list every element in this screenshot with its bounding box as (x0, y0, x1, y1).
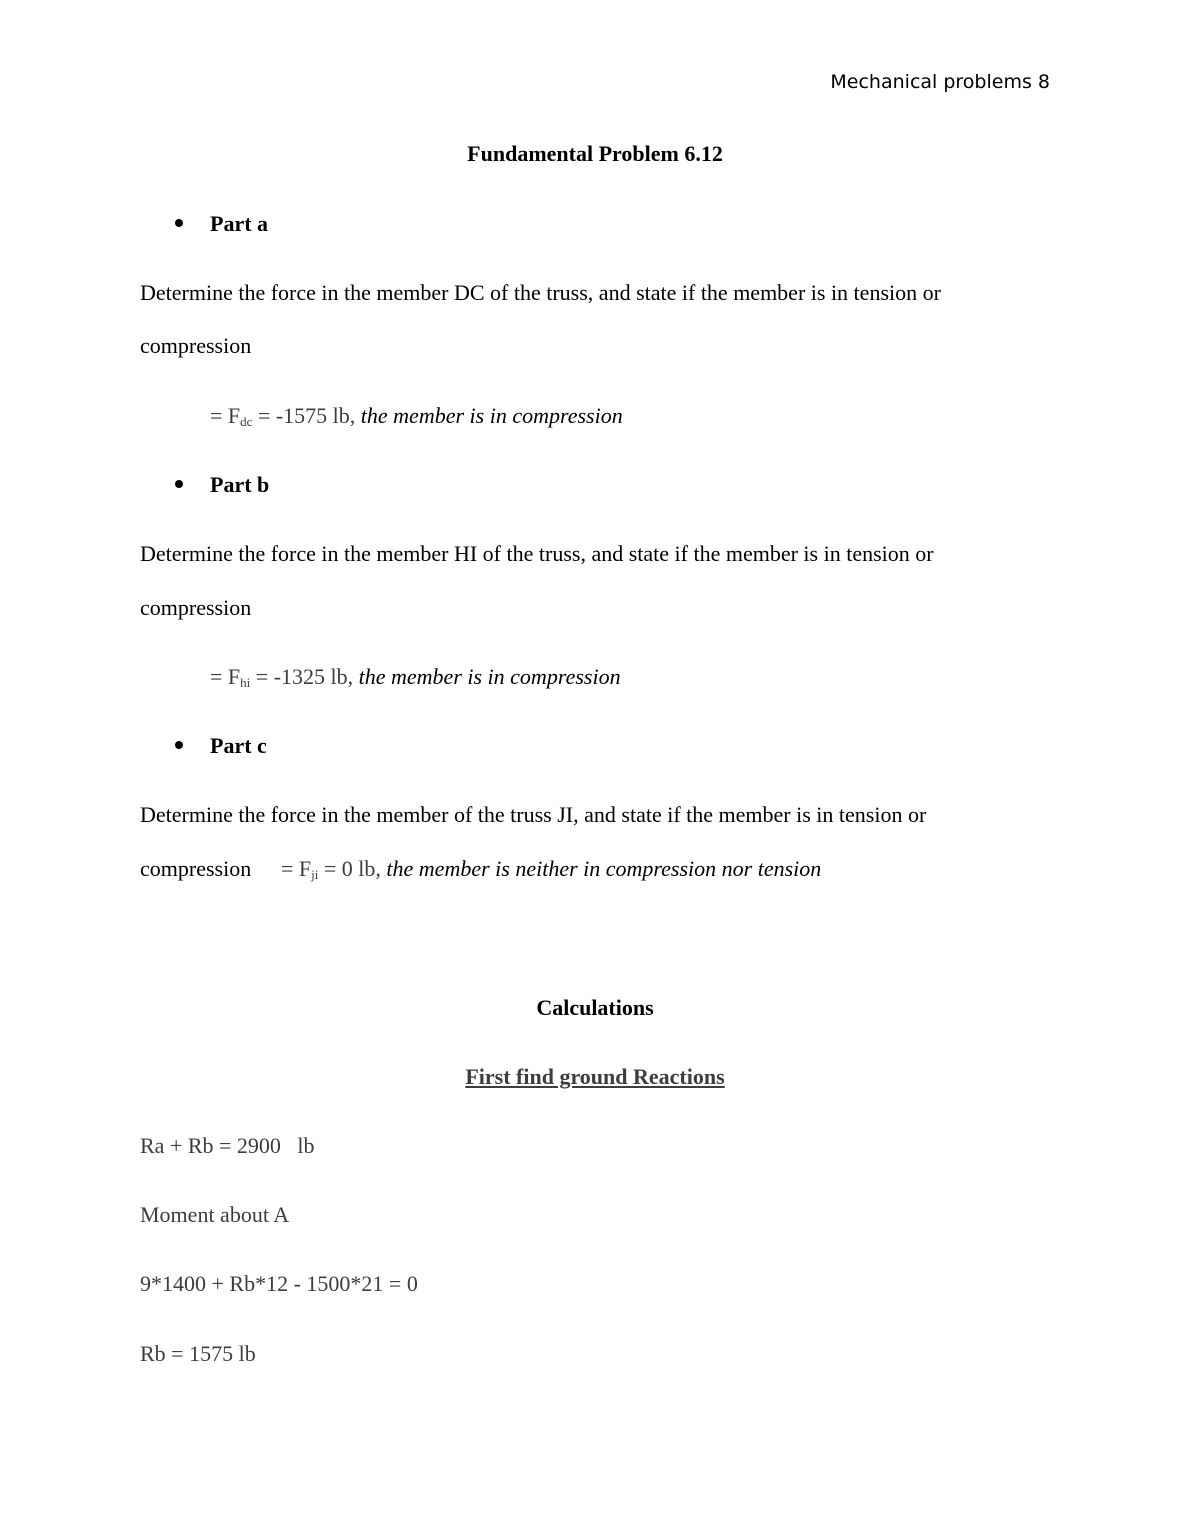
part-c-answer (281, 858, 821, 880)
answer-subscript: hi (240, 675, 251, 690)
calc-line: 9*1400 + Rb*12 - 1500*21 = 0 (140, 1271, 418, 1296)
answer-value: = -1575 lb, (252, 403, 361, 428)
calc-line: Rb = 1575 lb (140, 1341, 256, 1366)
answer-prefix: = F (210, 403, 241, 428)
part-c-heading: Part c (210, 733, 267, 758)
answer-value: = 0 lb, (318, 856, 387, 881)
answer-prefix: = F (210, 664, 241, 689)
bullet-icon (175, 480, 183, 488)
bullet-icon (175, 219, 183, 227)
part-a-question-line1: Determine the force in the member DC of the truss, and state if the member is in tension or (140, 280, 941, 305)
answer-subscript: dc (240, 414, 253, 429)
answer-note: the member is neither in compression nor tension (386, 856, 822, 881)
calculations-subheading: First find ground Reactions (465, 1064, 725, 1089)
bullet-icon (175, 741, 183, 749)
answer-note: the member is in compression (360, 403, 623, 428)
part-b-answer (210, 666, 621, 688)
part-b-question-line1: Determine the force in the member HI of the truss, and state if the member is in tension or (140, 541, 934, 566)
calc-line: Ra + Rb = 2900 lb (140, 1133, 315, 1158)
part-a-answer (210, 405, 623, 427)
answer-note: the member is in compression (358, 664, 621, 689)
page-title: Fundamental Problem 6.12 (467, 141, 723, 166)
part-b-heading: Part b (210, 472, 270, 497)
part-c-question-line1: Determine the force in the member of the truss JI, and state if the member is in tension or (140, 802, 927, 827)
part-a-question-line2: compression (140, 333, 252, 358)
calc-line: Moment about A (140, 1202, 290, 1227)
answer-value: = -1325 lb, (250, 664, 359, 689)
calculations-heading: Calculations (536, 995, 654, 1020)
part-a-heading: Part a (210, 211, 269, 236)
answer-subscript: ji (311, 867, 319, 882)
running-head: Mechanical problems 8 (830, 71, 1050, 93)
part-c-question-line2: compression (140, 856, 252, 881)
answer-prefix: = F (281, 856, 312, 881)
part-b-question-line2: compression (140, 595, 252, 620)
